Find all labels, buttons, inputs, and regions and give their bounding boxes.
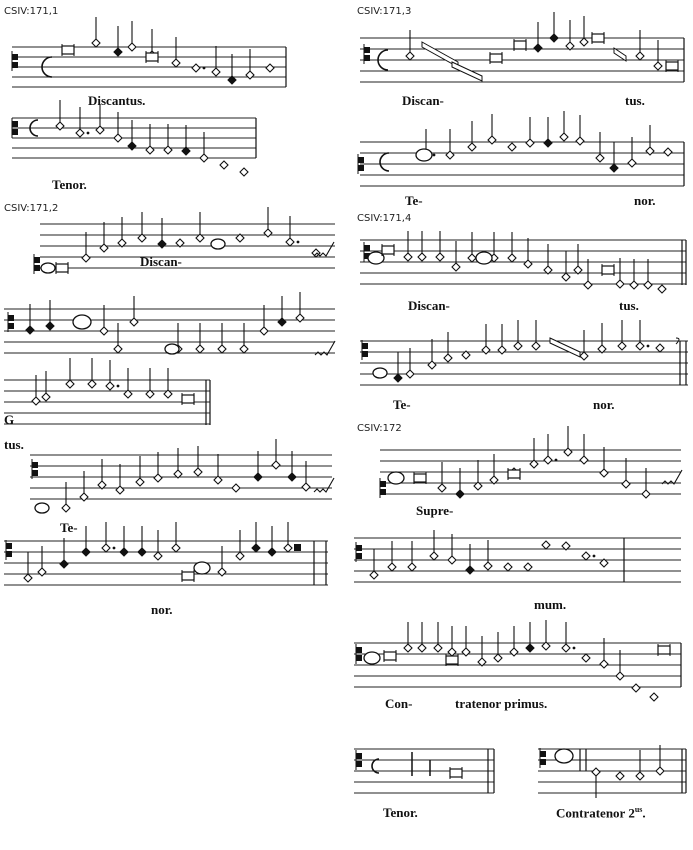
label-discan-171-4: Discan- [408, 298, 450, 313]
note-void [88, 380, 96, 388]
note-void [582, 552, 590, 560]
clef [362, 343, 368, 349]
note-void [482, 346, 490, 354]
breve [508, 470, 520, 478]
note-void [266, 64, 274, 72]
note-void [192, 64, 200, 72]
note-void [100, 244, 108, 252]
note-void [628, 159, 636, 167]
note-void [444, 354, 452, 362]
note-void [80, 493, 88, 501]
breve [382, 246, 394, 254]
note-void [642, 490, 650, 498]
note-void [646, 147, 654, 155]
clef-part [12, 129, 18, 135]
note-void [542, 541, 550, 549]
label-te-171-4: Te- [393, 397, 411, 412]
note-void [562, 644, 570, 652]
note-filled [128, 142, 136, 150]
note-filled [526, 644, 534, 652]
note-filled [252, 544, 260, 552]
note-void [576, 137, 584, 145]
breve [490, 54, 502, 62]
note-void [462, 648, 470, 656]
note-void [62, 504, 70, 512]
breve [446, 656, 458, 664]
note-void [616, 772, 624, 780]
note-void [448, 556, 456, 564]
breve [146, 53, 158, 61]
breve [56, 264, 68, 272]
breve [450, 769, 462, 777]
dot [297, 241, 300, 244]
note-void [510, 648, 518, 656]
clef [356, 753, 362, 759]
note-void [468, 143, 476, 151]
note-void [96, 126, 104, 134]
label-con-172: Con- [385, 696, 413, 711]
note-void [312, 249, 320, 257]
clef [6, 543, 12, 549]
label-nor-171-2: nor. [151, 602, 173, 617]
note-void [92, 39, 100, 47]
clef-part [12, 62, 18, 68]
note-void [448, 648, 456, 656]
note-void [622, 480, 630, 488]
note-void [494, 654, 502, 662]
note-void [418, 644, 426, 652]
mensuration-circle [73, 315, 91, 329]
note-void [406, 52, 414, 60]
note-void [128, 43, 136, 51]
note-void [532, 342, 540, 350]
note-void [562, 273, 570, 281]
note-void [656, 344, 664, 352]
long-note [373, 368, 387, 378]
label-discan-171-3: Discan- [402, 93, 444, 108]
dot [87, 132, 90, 135]
clef-part [364, 55, 370, 61]
note-void [172, 59, 180, 67]
note-void [56, 122, 64, 130]
breve [414, 474, 426, 482]
note-void [452, 263, 460, 271]
note-void [296, 314, 304, 322]
note-void [564, 448, 572, 456]
note-void [286, 238, 294, 246]
note-filled [394, 374, 402, 382]
clef [364, 245, 370, 251]
clef-part [358, 165, 364, 171]
note-filled [46, 322, 54, 330]
label-tus-171-3: tus. [625, 93, 645, 108]
clef [364, 47, 370, 53]
example-tag-171-2: CSIV:171,2 [4, 203, 59, 214]
note-void [100, 327, 108, 335]
note-void [102, 544, 110, 552]
label-tus-171-4: tus. [619, 298, 639, 313]
note-void [434, 644, 442, 652]
dot [113, 547, 116, 550]
label-mum-172: mum. [534, 597, 567, 612]
mensuration-circle [41, 263, 55, 273]
note-filled [268, 548, 276, 556]
note-void [272, 461, 280, 469]
contratenor-2-period: . [642, 805, 646, 821]
dot [593, 555, 596, 558]
note-void [514, 342, 522, 350]
note-filled [60, 560, 68, 568]
note-filled [278, 318, 286, 326]
contratenor-2-sup: us [634, 805, 643, 814]
note-void [508, 143, 516, 151]
breve [384, 652, 396, 660]
note-void [38, 568, 46, 576]
label-te-171-2: Te- [60, 520, 78, 535]
note-void [408, 563, 416, 571]
note-void [154, 552, 162, 560]
note-void [592, 768, 600, 776]
long-note [35, 503, 49, 513]
note-void [582, 654, 590, 662]
example-tag-172: CSIV:172 [357, 423, 402, 434]
note-void [468, 254, 476, 262]
note-void [212, 68, 220, 76]
label-nor-171-3: nor. [634, 193, 656, 208]
dot [573, 647, 576, 650]
clef-part [356, 655, 362, 661]
clef [540, 751, 546, 757]
example-tag-171-1: CSIV:171,1 [4, 6, 59, 17]
note-void [246, 71, 254, 79]
black-breve [294, 544, 301, 551]
note-void [636, 342, 644, 350]
note-void [406, 370, 414, 378]
note-void [616, 672, 624, 680]
note-void [66, 380, 74, 388]
clef [12, 121, 18, 127]
ligature-oblique [614, 48, 626, 61]
note-void [154, 474, 162, 482]
label-tenor-172: Tenor. [383, 805, 418, 820]
note-void [526, 139, 534, 147]
note-void [658, 285, 666, 293]
note-void [114, 134, 122, 142]
example-tag-171-3: CSIV:171,3 [357, 6, 412, 17]
dot [203, 67, 206, 70]
note-filled [544, 139, 552, 147]
note-void [644, 281, 652, 289]
breve [658, 646, 670, 654]
note-void [284, 544, 292, 552]
note-void [580, 456, 588, 464]
clef-part [362, 351, 368, 357]
note-void [630, 281, 638, 289]
note-void [596, 154, 604, 162]
note-void [636, 772, 644, 780]
note-void [488, 136, 496, 144]
note-void [82, 254, 90, 262]
dot [433, 154, 436, 157]
note-void [436, 253, 444, 261]
note-filled [82, 548, 90, 556]
breve [514, 41, 526, 49]
note-void [618, 342, 626, 350]
note-void [260, 327, 268, 335]
note-void [636, 52, 644, 60]
note-void [524, 563, 532, 571]
clef [358, 157, 364, 163]
note-void [656, 767, 664, 775]
note-void [240, 345, 248, 353]
note-void [446, 151, 454, 159]
breve [62, 46, 74, 54]
label-discantus-171-1: Discantus. [88, 93, 146, 108]
note-void [404, 644, 412, 652]
clef [12, 54, 18, 60]
note-void [498, 346, 506, 354]
note-void [302, 483, 310, 491]
clef [356, 647, 362, 653]
note-void [370, 571, 378, 579]
note-void [136, 478, 144, 486]
note-filled [466, 566, 474, 574]
clef-part [356, 553, 362, 559]
note-void [76, 129, 84, 137]
note-void [388, 563, 396, 571]
breve [182, 572, 194, 580]
note-void [524, 260, 532, 268]
clef-part [6, 551, 12, 557]
clef [380, 481, 386, 487]
note-void [218, 345, 226, 353]
note-void [24, 574, 32, 582]
note-filled [254, 473, 262, 481]
note-filled [550, 34, 558, 42]
note-filled [610, 164, 618, 172]
label-tus-171-2: tus. [4, 437, 24, 452]
note-void [172, 544, 180, 552]
label-discan-171-2: Discan- [140, 254, 182, 269]
note-filled [26, 326, 34, 334]
clef-part [34, 265, 40, 271]
breve [182, 395, 194, 403]
note-void [580, 352, 588, 360]
note-void [428, 361, 436, 369]
clef-part [380, 489, 386, 495]
note-filled [158, 240, 166, 248]
clef [32, 462, 38, 468]
custos [314, 478, 334, 492]
note-void [196, 345, 204, 353]
clef [34, 257, 40, 263]
note-void [146, 146, 154, 154]
note-void [484, 562, 492, 570]
note-filled [288, 473, 296, 481]
clef-part [32, 470, 38, 476]
clef [8, 315, 14, 321]
clef-part [540, 759, 546, 765]
note-void [114, 345, 122, 353]
clef-letter-g: G [4, 412, 15, 427]
note-filled [534, 44, 542, 52]
note-void [600, 660, 608, 668]
note-void [438, 484, 446, 492]
dot [647, 345, 650, 348]
note-void [116, 486, 124, 494]
note-void [544, 456, 552, 464]
note-void [404, 253, 412, 261]
breve [592, 34, 604, 42]
note-void [220, 161, 228, 169]
note-void [632, 684, 640, 692]
dot [117, 385, 120, 388]
note-void [584, 281, 592, 289]
note-void [240, 168, 248, 176]
dot [555, 459, 558, 462]
note-void [200, 154, 208, 162]
note-void [264, 229, 272, 237]
note-void [580, 38, 588, 46]
note-void [650, 693, 658, 701]
note-void [508, 254, 516, 262]
note-void [218, 568, 226, 576]
note-void [664, 148, 672, 156]
note-void [32, 397, 40, 405]
mensuration-circle [364, 652, 380, 664]
label-nor-171-4: nor. [593, 397, 615, 412]
mensuration-circle [476, 252, 492, 264]
mensuration-circle [388, 472, 404, 484]
note-filled [120, 548, 128, 556]
label-contratenor-2-172 [556, 805, 646, 821]
note-void [164, 146, 172, 154]
note-void [194, 468, 202, 476]
note-filled [138, 548, 146, 556]
mensuration-circle [211, 239, 225, 249]
breve [602, 266, 614, 274]
mensuration-c [380, 153, 389, 171]
contratenor-2-text: Contratenor 2 [556, 805, 635, 821]
clef [356, 545, 362, 551]
note-void [600, 469, 608, 477]
example-tag-171-4: CSIV:171,4 [357, 213, 412, 224]
note-void [616, 280, 624, 288]
note-void [560, 133, 568, 141]
mensuration-circle [165, 344, 179, 354]
label-tenor-171-1: Tenor. [52, 177, 87, 192]
note-void [232, 484, 240, 492]
mensuration-circle [555, 749, 573, 763]
note-void [504, 563, 512, 571]
note-void [430, 552, 438, 560]
note-filled [114, 48, 122, 56]
label-te-171-3: Te- [405, 193, 423, 208]
breve [666, 62, 678, 70]
note-void [236, 552, 244, 560]
mensuration-circle [416, 149, 432, 161]
label-supre-172: Supre- [416, 503, 454, 518]
note-void [106, 382, 114, 390]
label-tratenor-primus-172: tratenor primus. [455, 696, 548, 711]
clef-part [8, 323, 14, 329]
mensuration-circle [194, 562, 210, 574]
note-void [42, 393, 50, 401]
note-void [130, 318, 138, 326]
note-filled [456, 490, 464, 498]
note-void [654, 62, 662, 70]
note-void [418, 253, 426, 261]
clef-part [356, 761, 362, 767]
